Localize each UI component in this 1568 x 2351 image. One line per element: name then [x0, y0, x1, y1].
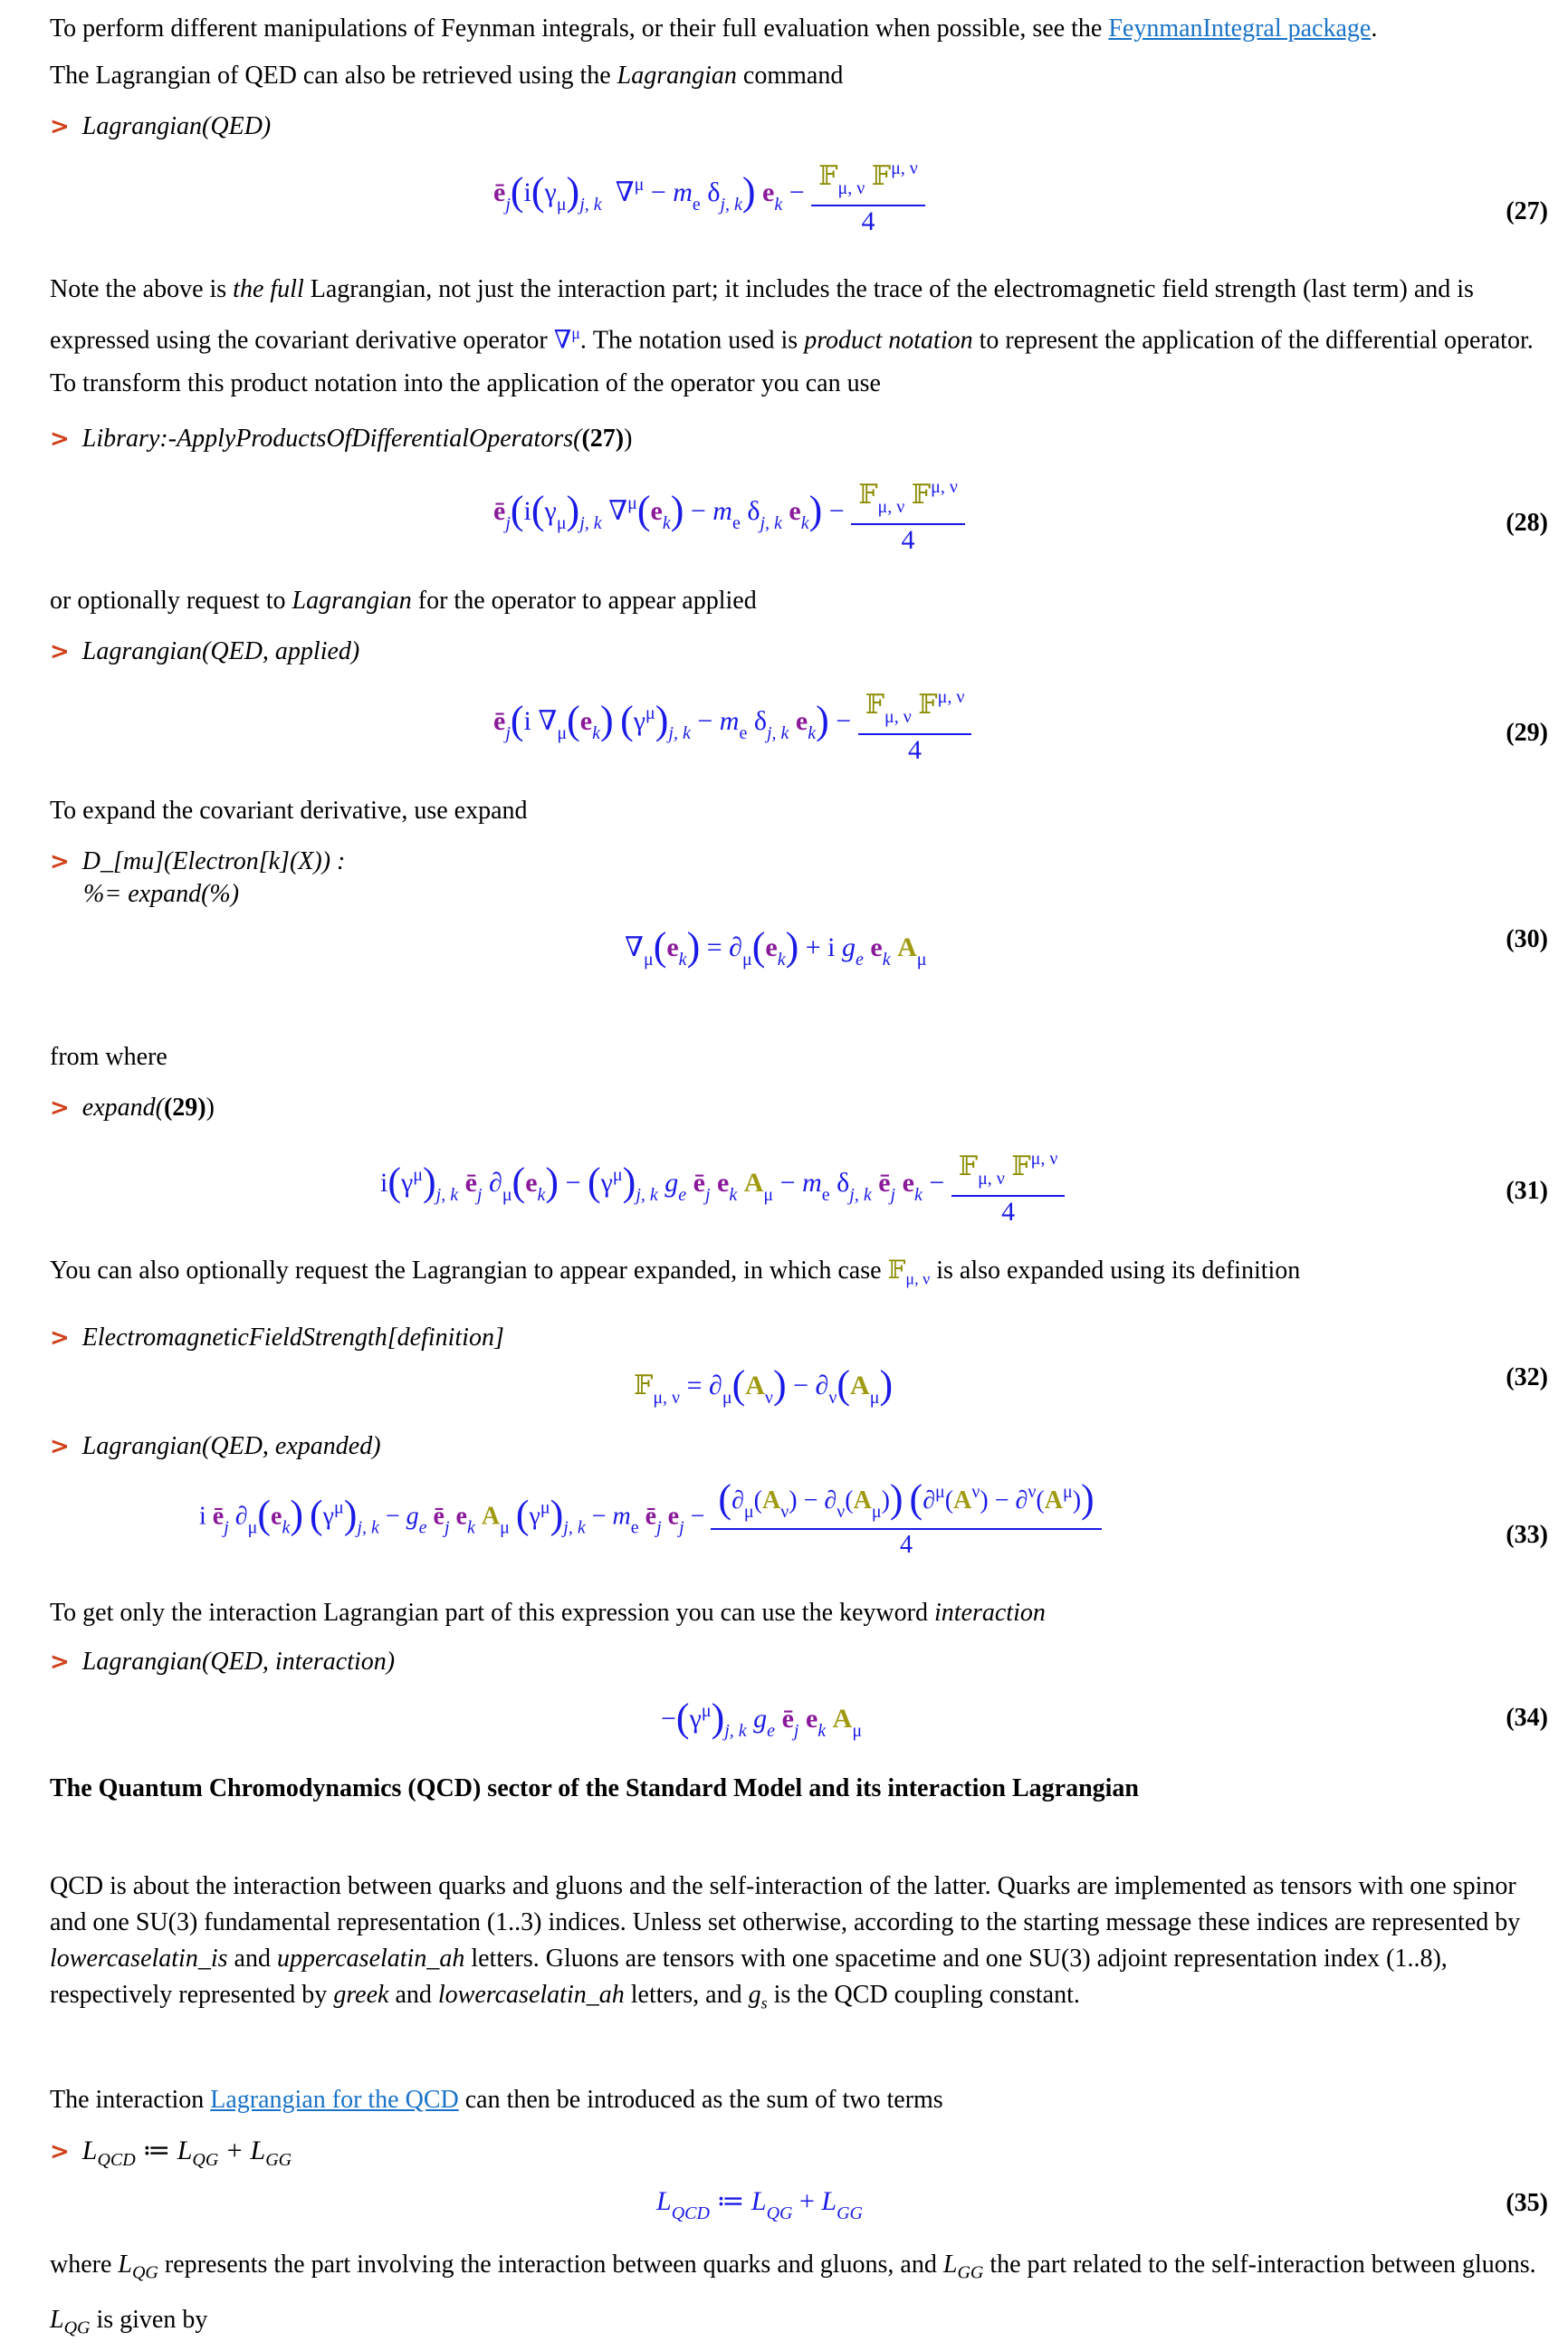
prompt-icon: > — [50, 848, 70, 875]
input-field-strength-definition[interactable]: > ElectromagneticFieldStrength[definition] — [50, 1324, 504, 1352]
prompt-icon: > — [50, 1649, 70, 1676]
from-where-paragraph: from where — [50, 1043, 167, 1071]
applied-paragraph: or optionally request to Lagrangian for the operator to appear applied — [50, 587, 757, 615]
qcd-paragraph: QCD is about the interaction between quarks and gluons and the self-interaction of the latter. Quarks are implemented as tensors with one spinor and one SU(3) fundamental representation (1..3) indices. Unless set otherwise, according to the starting message these indices are represented by lowercaselatin_is and uppercaselatin_ah letters. Gluons are tensors with one spacetime and one SU(3) adjoint representation index (1..8), respectively represented by greek and lowercaselatin_ah letters, and $g_s$ is the QCD coupling constant. — [50, 1872, 1521, 2012]
expanded-paragraph: You can also optionally request the Lagrangian to appear expanded, in which case 𝔽$_{\mu, \nu}$ is also expanded using its definition — [50, 1257, 1301, 1288]
prompt-icon: > — [50, 1094, 70, 1122]
feynman-integral-link[interactable]: FeynmanIntegral package — [1108, 14, 1372, 43]
where-paragraph: where $L_{QG}$ represents the part involving the interaction between quarks and gluons, and $L_{GG}$ the part related to the self-interaction between gluons. $L_{QG}$ is given by — [50, 2251, 1536, 2338]
expand-paragraph: To expand the covariant derivative, use expand — [50, 797, 528, 825]
qcd-lagrangian-paragraph: The interaction Lagrangian for the QCD can then be introduced as the sum of two terms — [50, 2086, 943, 2114]
prompt-icon: > — [50, 638, 70, 665]
prompt-icon: > — [50, 2138, 70, 2165]
input-lqcd-definition[interactable]: > $L_{QCD}$ ≔ $L_{QG} + L_{GG}$ — [50, 2136, 292, 2170]
interaction-paragraph: To get only the interaction Lagrangian part of this expression you can use the keyword interaction — [50, 1599, 1046, 1627]
equation-32: 𝔽$_{\mu, \nu}$ = $\partial_\mu(A_\nu) - \partial_\nu(A_\mu)$ — [634, 1362, 894, 1408]
input-expand-29[interactable]: > expand((29)) — [50, 1094, 215, 1122]
qcd-lagrangian-link[interactable]: Lagrangian for the QCD — [210, 2086, 459, 2114]
equation-28: $ē_j(i(\gamma_\mu)_{j, k}$ $\nabla^\mu(e_k) - m_e$ $\delta_{j, k}$ $e_k$) − $\frac{𝔽_{\mu, \nu} 𝔽^{\mu, \nu}}{4}$ — [493, 471, 965, 556]
prompt-icon: > — [50, 425, 70, 453]
equation-27: $ē_j(i(\gamma_\mu)_{j, k}$ $\nabla^\mu - m_e$ $\delta_{j, k}$) $e_k$ − $\frac{𝔽_{\mu, \nu} 𝔽^{\mu, \nu}}{4}$ — [493, 152, 925, 237]
intro-paragraph: To perform different manipulations of Feynman integrals, or their full evaluation when possible, see the FeynmanIntegral package. — [50, 14, 1378, 43]
input-expand-line[interactable]: %= expand(%) — [83, 880, 240, 908]
equation-35: $L_{QCD}$ ≔ $L_{QG} + L_{GG}$ — [656, 2186, 863, 2223]
input-apply-products[interactable]: > Library:-ApplyProductsOfDifferentialOperators((27)) — [50, 425, 633, 453]
prompt-icon: > — [50, 1433, 70, 1460]
input-covariant-derivative[interactable]: > D_[mu](Electron[k](X)) : — [50, 847, 346, 875]
input-lagrangian-expanded[interactable]: > Lagrangian(QED, expanded) — [50, 1432, 381, 1460]
prompt-icon: > — [50, 113, 70, 140]
input-lagrangian-qed[interactable]: > Lagrangian(QED) — [50, 112, 272, 140]
input-lagrangian-interaction[interactable]: > Lagrangian(QED, interaction) — [50, 1648, 396, 1676]
equation-30: $\nabla_\mu(e_k) = \partial_\mu(e_k) + i$ $g_e$ $e_k$ $A_\mu$ — [625, 924, 927, 970]
prompt-icon: > — [50, 1324, 70, 1352]
equation-33: i $ē_j$ $\partial_\mu(e_k) (\gamma^\mu)_{j, k} - g_e$ $ē_j$ $e_k$ $A_\mu$ $(\gamma^\mu)_{j, k} - m_e$ $ē_j$ $e_j$ − $\frac{(\partial_\mu(A_\nu) - \partial_\nu(A_\mu)) (\partial^\mu(A^\nu) - \partial^\nu(A^\mu))}{4}$ — [199, 1476, 1102, 1561]
lagrangian-command-paragraph: The Lagrangian of QED can also be retrieved using the Lagrangian command — [50, 62, 844, 90]
equation-34: $-(\gamma^\mu)_{j, k}$ $g_e$ $ē_j$ $e_k$ $A_\mu$ — [661, 1696, 863, 1741]
section-heading-qcd: The Quantum Chromodynamics (QCD) sector of the Standard Model and its interaction Lagrangian — [50, 1774, 1140, 1802]
note-paragraph: Note the above is the full Lagrangian, not just the interaction part; it includes the trace of the electromagnetic field strength (last term) and is expressed using the covariant derivative operator ∇$^\mu$. The notation used is product notation to represent the application of the differential operator. To transform this product notation into the application of the operator you can use — [50, 275, 1534, 398]
equation-31: $i(\gamma^\mu)_{j, k}$ $ē_j$ $\partial_\mu(e_k) - (\gamma^\mu)_{j, k}$ $g_e$ $ē_j$ $e_k$ $A_\mu - m_e$ $\delta_{j, k}$ $ē_j$ $e_k$ − $\frac{𝔽_{\mu, \nu} 𝔽^{\mu, \nu}}{4}$ — [380, 1142, 1065, 1228]
equation-29: $ē_j(i$ $\nabla_\mu(e_k) (\gamma^\mu)_{j, k} - m_e$ $\delta_{j, k}$ $e_k$) − $\frac{𝔽_{\mu, \nu} 𝔽^{\mu, \nu}}{4}$ — [493, 681, 971, 766]
input-lagrangian-applied[interactable]: > Lagrangian(QED, applied) — [50, 637, 360, 665]
